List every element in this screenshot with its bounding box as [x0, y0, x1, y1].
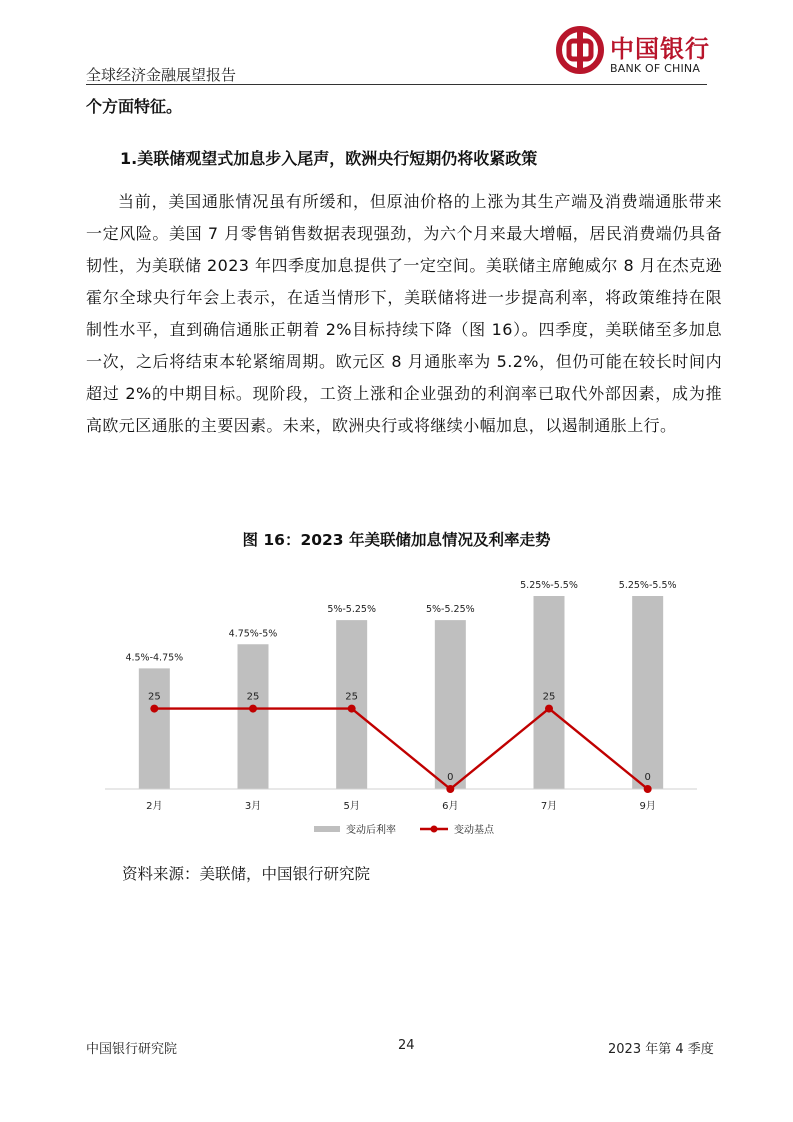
line-label-2: 25: [246, 691, 260, 703]
x-tick-label-6: 9月: [639, 801, 656, 812]
line-point-5: [545, 705, 553, 713]
line-label-5: 25: [542, 691, 556, 703]
boc-emblem-icon: [556, 26, 604, 74]
line-label-6: 0: [644, 772, 651, 783]
report-title: 全球经济金融展望报告: [86, 66, 237, 84]
legend-label-bar: 变动后利率: [346, 825, 396, 836]
legend-marker-line: [431, 826, 438, 833]
page-number: 24: [398, 1038, 415, 1053]
bar-label-1: 4.5%-4.75%: [125, 652, 184, 664]
footer-institute: 中国银行研究院: [86, 1042, 178, 1057]
bar-1: [139, 668, 170, 789]
figure-source: 资料来源：美联储，中国银行研究院: [122, 865, 371, 883]
line-label-1: 25: [147, 691, 161, 703]
legend-swatch-bar: [314, 826, 340, 832]
x-tick-label-2: 3月: [244, 801, 262, 812]
bar-label-3: 5%-5.25%: [327, 604, 377, 616]
line-label-3: 25: [345, 691, 359, 703]
line-point-4: [446, 785, 454, 793]
bar-2: [238, 644, 269, 789]
bar-label-5: 5.25%-5.5%: [520, 580, 578, 591]
body-paragraph: 当前，美国通胀情况虽有所缓和，但原油价格的上涨为其生产端及消费端通胀带来一定风险。美国 7 月零售销售数据表现强劲，为六个月来最大增幅，居民消费端仍具备韧性，为美联储 2023 年四季度加息提供了一定空间。美联储主席鲍威尔 8 月在杰克逊霍尔全球央行年会上表示，在适当情形下，美联储将进一步提高利率，将政策维持在限制性水平，直到确信通胀正朝着 2%目标持续下降（图 16）。四季度，美联储至多加息一次，之后将结束本轮紧缩周期。欧元区 8 月通胀率为 5.2%，但仍可能在较长时间内超过 2%的中期目标。现阶段，工资上涨和企业强劲的利润率已取代外部因素，成为推高欧元区通胀的主要因素。未来，欧洲央行或将继续小幅加息，以遏制通胀上行。: [86, 192, 722, 435]
line-point-2: [249, 705, 257, 713]
bar-6: [632, 596, 663, 789]
rate-hike-chart: [100, 565, 700, 845]
chart-legend: [314, 823, 495, 836]
line-point-3: [348, 705, 356, 713]
line-label-4: 0: [447, 772, 454, 783]
bar-4: [435, 620, 466, 789]
section-heading: 1.美联储观望式加息步入尾声，欧洲央行短期仍将收紧政策: [120, 149, 538, 168]
basis-points-line: [154, 709, 647, 789]
figure-title: 图 16：2023 年美联储加息情况及利率走势: [242, 531, 551, 549]
x-tick-label-5: 7月: [540, 801, 558, 812]
bar-3: [336, 620, 367, 789]
bar-label-4: 5%-5.25%: [425, 604, 475, 616]
header-divider: [86, 84, 707, 85]
footer-quarter: 2023 年第 4 季度: [608, 1042, 714, 1057]
line-point-1: [150, 705, 158, 713]
x-tick-label-3: 5月: [343, 801, 360, 812]
x-tick-label-4: 6月: [442, 801, 459, 812]
bar-label-2: 4.75%-5%: [228, 628, 278, 640]
line-point-6: [644, 785, 652, 793]
logo-english-name: BANK OF CHINA: [610, 62, 701, 75]
bank-of-china-logo: [556, 26, 716, 82]
x-tick-label-1: 2月: [146, 801, 163, 812]
bar-label-6: 5.25%-5.5%: [618, 580, 677, 591]
logo-chinese-name: 中国银行: [610, 34, 710, 63]
continuation-text: 个方面特征。: [86, 97, 183, 116]
legend-label-line: 变动基点: [454, 825, 494, 836]
